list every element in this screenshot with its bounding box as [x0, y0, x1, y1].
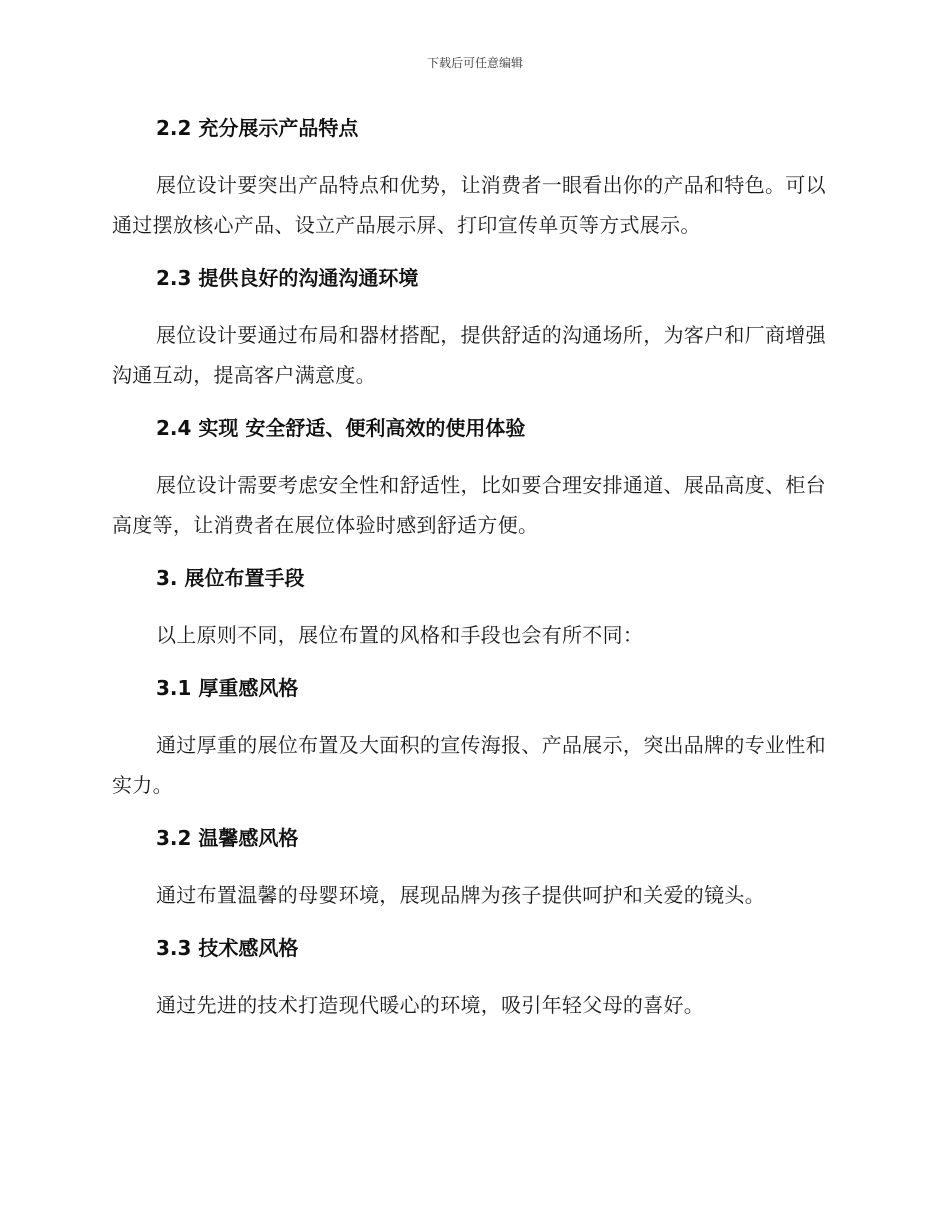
- section-paragraph: 通过先进的技术打造现代暖心的环境，吸引年轻父母的喜好。: [156, 993, 705, 1017]
- section-heading: 2.3 提供良好的沟通沟通环境: [156, 266, 419, 290]
- document-content: [112, 111, 832, 1025]
- section-paragraph: 展位设计需要考虑安全性和舒适性，比如要合理安排通道、展品高度、柜台高度等，让消费者在展位体验时感到舒适方便。: [112, 473, 826, 537]
- section-heading: 2.4 实现 安全舒适、便利高效的使用体验: [156, 416, 526, 440]
- section-heading: 3.3 技术感风格: [156, 936, 299, 960]
- section-paragraph: 展位设计要突出产品特点和优势，让消费者一眼看出你的产品和特色。可以通过摆放核心产品、设立产品展示屏、打印宣传单页等方式展示。: [112, 173, 826, 237]
- section-heading: 3. 展位布置手段: [156, 566, 305, 590]
- section-2-3: [112, 261, 832, 395]
- page-header-note: 下载后可任意编辑: [426, 56, 523, 70]
- section-3-3: [112, 931, 832, 1025]
- section-2-2: [112, 111, 832, 245]
- section-paragraph: 通过布置温馨的母婴环境，展现品牌为孩子提供呵护和关爱的镜头。: [156, 883, 765, 907]
- section-heading: 3.1 厚重感风格: [156, 676, 299, 700]
- section-2-4: [112, 411, 832, 545]
- section-paragraph: 通过厚重的展位布置及大面积的宣传海报、产品展示，突出品牌的专业性和实力。: [112, 733, 826, 797]
- section-heading: 2.2 充分展示产品特点: [156, 116, 359, 140]
- section-3: [112, 561, 832, 655]
- section-3-2: [112, 821, 832, 915]
- section-paragraph: 展位设计要通过布局和器材搭配，提供舒适的沟通场所，为客户和厂商增强沟通互动，提高客户满意度。: [112, 323, 826, 387]
- section-paragraph: 以上原则不同，展位布置的风格和手段也会有所不同：: [156, 623, 644, 647]
- section-3-1: [112, 671, 832, 805]
- section-heading: 3.2 温馨感风格: [156, 826, 299, 850]
